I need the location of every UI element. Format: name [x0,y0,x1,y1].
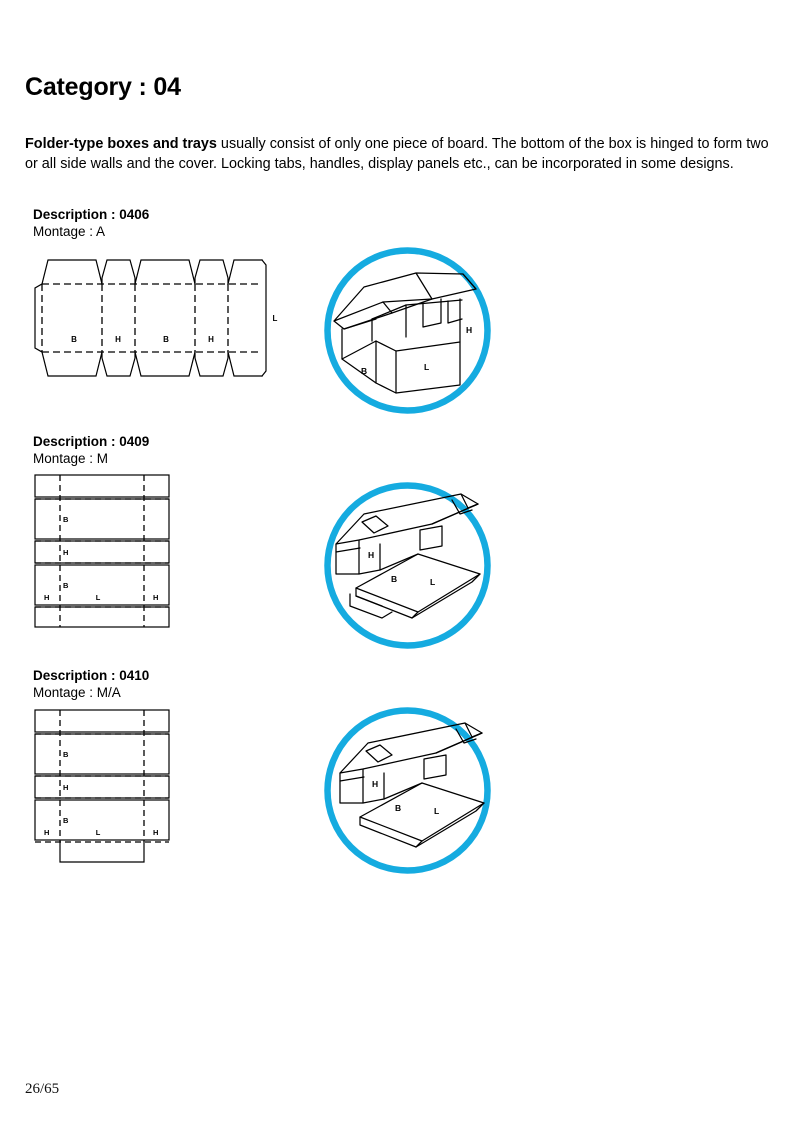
dieline-0406-svg [30,248,280,388]
dieline-0409-label-b2: B [63,581,69,590]
dieline-0406-label-h1: H [115,335,121,344]
render-0410-svg [320,703,495,878]
description-label-0410: Description : 0410 [33,668,150,683]
dieline-0410 [30,705,180,865]
dieline-0410-label-h-left: H [44,828,50,837]
dieline-0406-label-l: L [272,314,278,323]
render-0409 [320,478,495,653]
render-0406-label-h: H [466,325,473,335]
dieline-0410-label-h1: H [63,783,69,792]
render-0406-label-l: L [424,362,430,372]
description-label-0409: Description : 0409 [33,434,150,449]
intro-paragraph [25,135,777,174]
dieline-0409-svg [30,470,180,630]
page-number: 26/65 [25,1081,60,1097]
dieline-0410-svg [30,705,180,865]
description-label-0406: Description : 0406 [33,207,150,222]
montage-label-0410: Montage : M/A [33,685,121,700]
montage-label-0406: Montage : A [33,224,106,239]
page-title: Category : 04 [25,73,181,101]
dieline-0409-label-h-left: H [44,593,50,602]
render-0409-label-h: H [368,550,375,560]
description-block-0409 [33,433,149,467]
dieline-0409-label-b1: B [63,515,69,524]
intro-bold-lead: Folder-type boxes and trays [25,136,217,153]
render-0409-label-b: B [391,574,398,584]
render-0410-label-b: B [395,803,402,813]
dieline-0409-label-h1: H [63,548,69,557]
dieline-0406-label-b2: B [163,335,169,344]
render-0409-circle [328,486,488,646]
dieline-0409-label-l: L [95,593,101,602]
render-0406 [320,243,495,418]
render-0409-svg [320,478,495,653]
description-block-0410 [33,667,149,701]
dieline-0406-label-h2: H [208,335,214,344]
dieline-0410-label-b1: B [63,750,69,759]
render-0409-label-l: L [430,577,436,587]
description-block-0406 [33,206,149,240]
montage-label-0409: Montage : M [33,451,109,466]
render-0410-label-l: L [434,806,440,816]
intro-body-text: usually consist of only one piece of board. The bottom of the box is hinged to form two or all side walls and the cover. Locking tabs, handles, display panels etc., can be incorporated in some designs. [25,136,769,172]
render-0410 [320,703,495,878]
dieline-0410-label-b2: B [63,816,69,825]
dieline-0406 [30,248,280,388]
dieline-0410-label-l: L [95,828,101,837]
render-0406-label-b: B [361,366,368,376]
dieline-0409-label-h-right: H [153,593,159,602]
render-0406-svg [320,243,495,418]
dieline-0406-label-b1: B [71,335,77,344]
render-0410-label-h: H [372,779,379,789]
dieline-0410-label-h-right: H [153,828,159,837]
dieline-0409 [30,470,180,630]
